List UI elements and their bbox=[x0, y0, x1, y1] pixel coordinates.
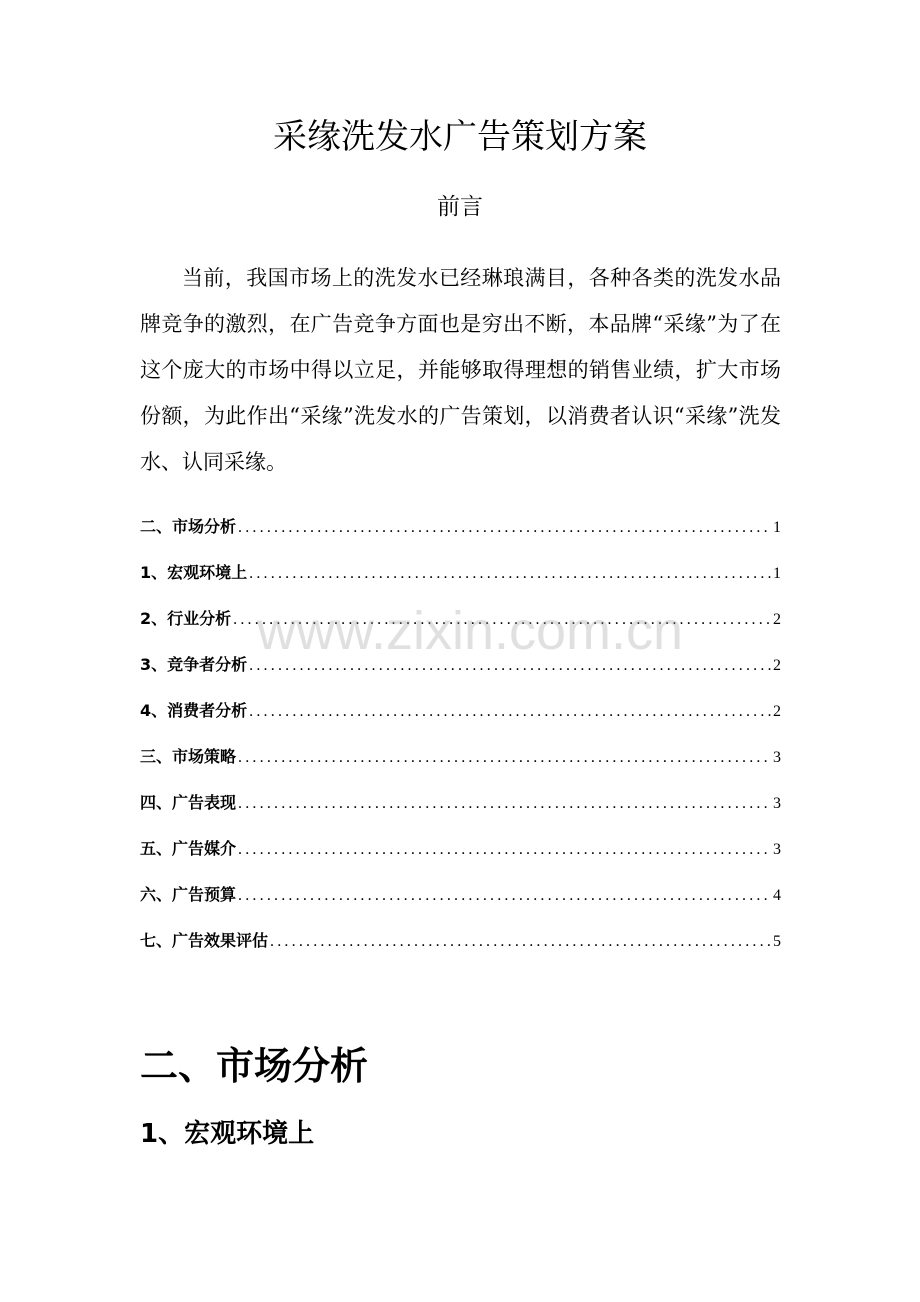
toc-entry-label: 2、行业分析 bbox=[140, 609, 232, 628]
subsection-heading: 1、宏观环境上 bbox=[140, 1119, 315, 1149]
toc-dot-leader bbox=[233, 597, 771, 643]
toc-entry-ad-evaluation[interactable] bbox=[140, 918, 781, 964]
preface-paragraph: 当前，我国市场上的洗发水已经琳琅满目，各种各类的洗发水品牌竞争的激烈，在广告竞争方面也是穷出不断，本品牌“采缘”为了在这个庞大的市场中得以立足，并能够取得理想的销售业绩，扩大市场份额，为此作出“采缘”洗发水的广告策划，以消费者认识“采缘”洗发水、认同采缘。 bbox=[140, 266, 781, 474]
toc-entry-industry-analysis[interactable] bbox=[140, 596, 781, 642]
toc-page-number: 2 bbox=[773, 657, 781, 674]
toc-entry-label: 六、广告预算 bbox=[140, 885, 237, 904]
watermark: www.zixin.com.cn bbox=[256, 601, 684, 661]
toc-dot-leader bbox=[238, 781, 771, 827]
toc-dot-leader bbox=[238, 735, 771, 781]
document-title: 采缘洗发水广告策划方案 bbox=[273, 117, 647, 157]
toc-page-number: 2 bbox=[773, 703, 781, 720]
toc-dot-leader bbox=[270, 919, 771, 965]
toc-entry-label: 三、市场策略 bbox=[140, 747, 237, 766]
toc-page-number: 3 bbox=[773, 749, 781, 766]
toc-page-number: 2 bbox=[773, 611, 781, 628]
toc-page-number: 4 bbox=[773, 887, 781, 904]
toc-page-number: 1 bbox=[773, 565, 781, 582]
toc-entry-ad-expression[interactable] bbox=[140, 780, 781, 826]
toc-entry-macro-environment[interactable] bbox=[140, 550, 781, 596]
table-of-contents bbox=[140, 504, 781, 964]
toc-entry-competitor-analysis[interactable] bbox=[140, 642, 781, 688]
toc-dot-leader bbox=[249, 643, 771, 689]
toc-entry-ad-media[interactable] bbox=[140, 826, 781, 872]
toc-entry-market-analysis[interactable] bbox=[140, 504, 781, 550]
toc-page-number: 5 bbox=[773, 933, 781, 950]
toc-entry-label: 二、市场分析 bbox=[140, 517, 237, 536]
toc-entry-consumer-analysis[interactable] bbox=[140, 688, 781, 734]
toc-dot-leader bbox=[249, 689, 771, 735]
toc-entry-label: 3、竞争者分析 bbox=[140, 655, 248, 674]
preface-heading: 前言 bbox=[437, 194, 483, 220]
toc-dot-leader bbox=[238, 505, 771, 551]
toc-entry-label: 4、消费者分析 bbox=[140, 701, 248, 720]
toc-page-number: 3 bbox=[773, 795, 781, 812]
toc-page-number: 3 bbox=[773, 841, 781, 858]
toc-entry-ad-budget[interactable] bbox=[140, 872, 781, 918]
toc-entry-label: 四、广告表现 bbox=[140, 793, 237, 812]
toc-dot-leader bbox=[249, 551, 771, 597]
toc-page-number: 1 bbox=[773, 519, 781, 536]
toc-dot-leader bbox=[238, 873, 771, 919]
toc-entry-label: 1、宏观环境上 bbox=[140, 563, 248, 582]
toc-entry-market-strategy[interactable] bbox=[140, 734, 781, 780]
toc-entry-label: 五、广告媒介 bbox=[140, 839, 237, 858]
toc-entry-label: 七、广告效果评估 bbox=[140, 931, 269, 950]
section-heading: 二、市场分析 bbox=[140, 1044, 369, 1088]
toc-dot-leader bbox=[238, 827, 771, 873]
